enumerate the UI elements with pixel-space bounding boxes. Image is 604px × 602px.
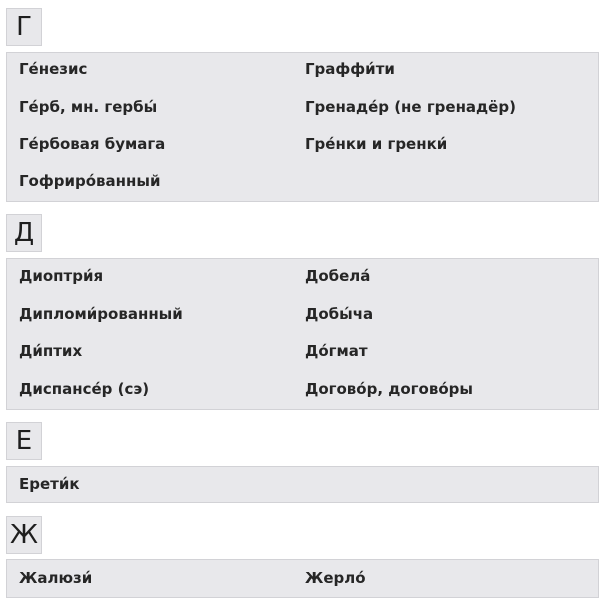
list-item: Жалюзи́ — [19, 569, 93, 587]
list-item: Граффи́ти — [305, 60, 395, 78]
list-item: Гренаде́р (не гренадёр) — [305, 98, 516, 116]
section-letter-g: Г — [6, 8, 42, 46]
list-item: До́гмат — [305, 342, 368, 360]
list-item: Ге́рбовая бумага — [19, 135, 166, 153]
section-letter-zh: Ж — [6, 516, 42, 554]
word-list-d — [6, 258, 599, 410]
list-item: Догово́р, догово́ры — [305, 380, 473, 398]
list-item: Ерети́к — [19, 475, 80, 493]
list-item: Ди́птих — [19, 342, 83, 360]
list-item: Ге́рб, мн. гербы́ — [19, 98, 158, 116]
list-item: Гофриро́ванный — [19, 172, 161, 190]
section-letter-e: Е — [6, 422, 42, 460]
word-list-e — [6, 466, 599, 503]
section-letter-d: Д — [6, 214, 42, 252]
list-item: Добы́ча — [305, 305, 374, 323]
list-item: Диоптри́я — [19, 267, 104, 285]
word-list-g — [6, 52, 599, 202]
list-item: Добела́ — [305, 267, 371, 285]
list-item: Жерло́ — [305, 569, 366, 587]
list-item: Дипломи́рованный — [19, 305, 183, 323]
list-item: Гре́нки и гренки́ — [305, 135, 448, 153]
list-item: Диспансе́р (сэ) — [19, 380, 150, 398]
list-item: Ге́незис — [19, 60, 88, 78]
word-list-zh — [6, 559, 599, 598]
